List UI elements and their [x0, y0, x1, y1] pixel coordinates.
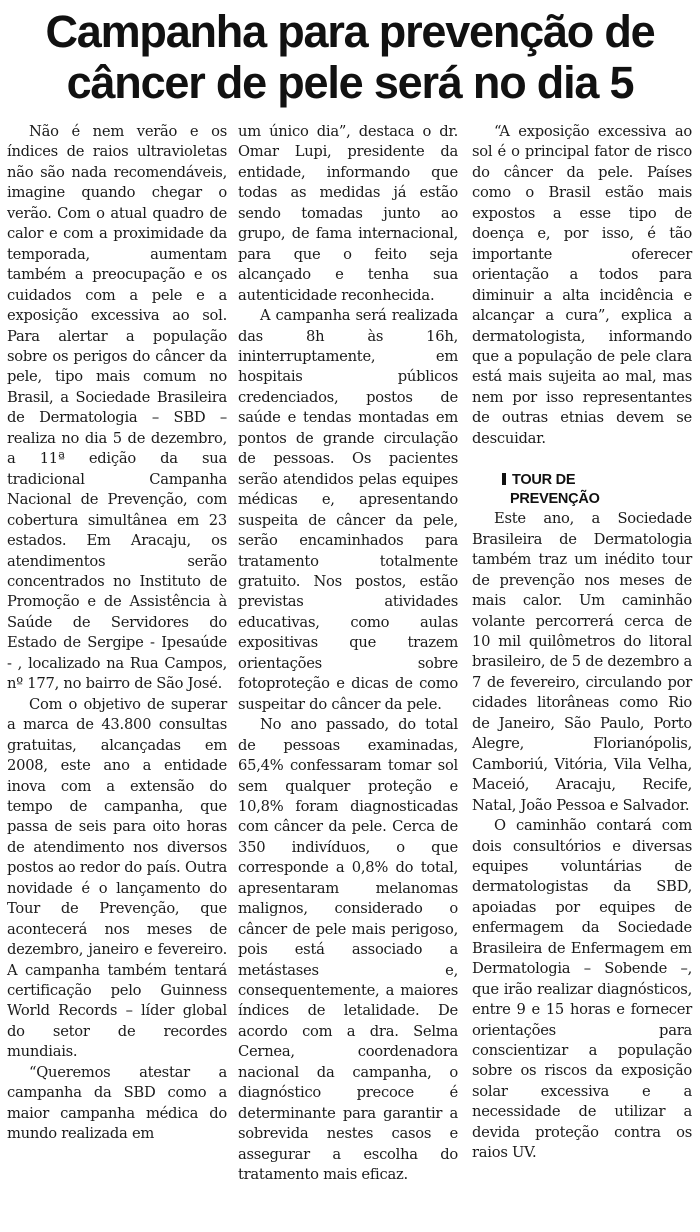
column-2	[238, 122, 458, 1186]
col3-paragraph-3: O caminhão contará com dois consultórios e diversas equipes voluntárias de dermatologistas da SBD, apoiadas por equipes de enfermagem da Sociedade Brasileira de Enfermagem em Dermatologia – Sobende –, que irão realizar diagnósticos, entre 9 e 15 horas e fornecer orientações para conscientizar a população sobre os riscos da exposição solar excessiva e a necessidade de utilizar a devida proteção contra os raios UV.	[472, 817, 692, 1162]
column-3	[472, 122, 692, 1164]
col2-paragraph-1: um único dia”, destaca o dr. Omar Lupi, presidente da entidade, informando que todas as medidas já estão sendo tomadas junto ao grupo, de fama internacional, para que o feito seja alcançado e tenha sua autenticidade reconhecida.	[238, 123, 458, 304]
headline-line-1: Campanha para prevenção de	[45, 6, 655, 57]
article-headline	[6, 6, 694, 108]
col2-paragraph-3: No ano passado, do total de pessoas examinadas, 65,4% confessaram tomar sol sem qualquer proteção e 10,8% foram diagnosticadas com câncer da pele. Cerca de 350 indivíduos, o que corresponde a 0,8% do total, apresentaram melanomas malignos, considerado o câncer de pele mais perigoso, pois está associado a metástases e, consequentemente, a maiores índices de letalidade. De acordo com a dra. Selma Cernea, coordenadora nacional da campanha, o diagnóstico precoce é determinante para garantir a sobrevida nestes casos e assegurar a escolha do tratamento mais eficaz.	[238, 716, 458, 1184]
col2-paragraph-2: A campanha será realizada das 8h às 16h, ininterruptamente, em hospitais públicos credenciados, postos de saúde e tendas montadas em pontos de grande circulação de pessoas. Os pacientes serão atendidos pelas equipes médicas e, apresentando suspeita de câncer da pele, serão encaminhados para tratamento totalmente gratuito. Nos postos, estão previstas atividades educativas, como aulas expositivas que trazem orientações sobre fotoproteção e dicas de como suspeitar do câncer da pele.	[238, 307, 458, 713]
col1-paragraph-2: Com o objetivo de superar a marca de 43.800 consultas gratuitas, alcançadas em 2008, este ano a entidade inova com a extensão do tempo de campanha, que passa de seis para oito horas de atendimento nos diversos postos ao redor do país. Outra novidade é o lançamento do Tour de Prevenção, que acontecerá nos meses de dezembro, janeiro e fevereiro. A campanha também tentará certificação pelo Guinness World Records – líder global do setor de recordes mundiais.	[7, 695, 227, 1061]
col3-paragraph-2: Este ano, a Sociedade Brasileira de Dermatologia também traz um inédito tour de prevenção nos meses de mais calor. Um caminhão volante percorrerá cerca de 10 mil quilômetros do litoral brasileiro, de 5 de dezembro a 7 de fevereiro, circulando por cidades litorâneas como Rio de Janeiro, São Paulo, Porto Alegre, Florianópolis, Camboriú, Vitória, Vila Velha, Maceió, Aracaju, Recife, Natal, João Pessoa e Salvador.	[472, 510, 692, 814]
subheading-line-1: TOUR DE	[512, 472, 576, 489]
subheading-line-2: PREVENÇÃO	[510, 491, 600, 508]
headline-line-2: câncer de pele será no dia 5	[66, 57, 634, 108]
col1-paragraph-1: Não é nem verão e os índices de raios ultravioletas não são nada recomendáveis, imagine quando chegar o verão. Com o atual quadro de calor e com a proximidade da temporada, aumentam também a preocupação e os cuidados com a pele e a exposição excessiva ao sol. Para alertar a população sobre os perigos do câncer da pele, tipo mais comum no Brasil, a Sociedade Brasileira de Dermatologia – SBD – realiza no dia 5 de dezembro, a 11ª edição da sua tradicional Campanha Nacional de Prevenção, com cobertura simultânea em 23 estados. Em Aracaju, os atendimentos serão concentrados no Instituto de Promoção e de Assistência à Saúde de Servidores do Estado de Sergipe - Ipesaúde - , localizado na Rua Campos, nº 177, no bairro de São José.	[7, 123, 227, 693]
col3-paragraph-1: “A exposição excessiva ao sol é o principal fator de risco do câncer da pele. Países como o Brasil estão mais expostos a esse tipo de doença e, por isso, é tão importante oferecer orientação a todos para diminuir a alta incidência e alcançar a cura”, explica a dermatologista, informando que a população de pele clara está mais sujeita ao mal, mas nem por isso representantes de outras etnias devem se descuidar.	[472, 123, 692, 447]
column-1	[7, 122, 227, 1145]
subheading-bullet	[502, 473, 506, 485]
section-subheading	[502, 471, 692, 509]
col1-paragraph-3: “Queremos atestar a campanha da SBD como a maior campanha médica do mundo realizada em	[7, 1063, 227, 1143]
